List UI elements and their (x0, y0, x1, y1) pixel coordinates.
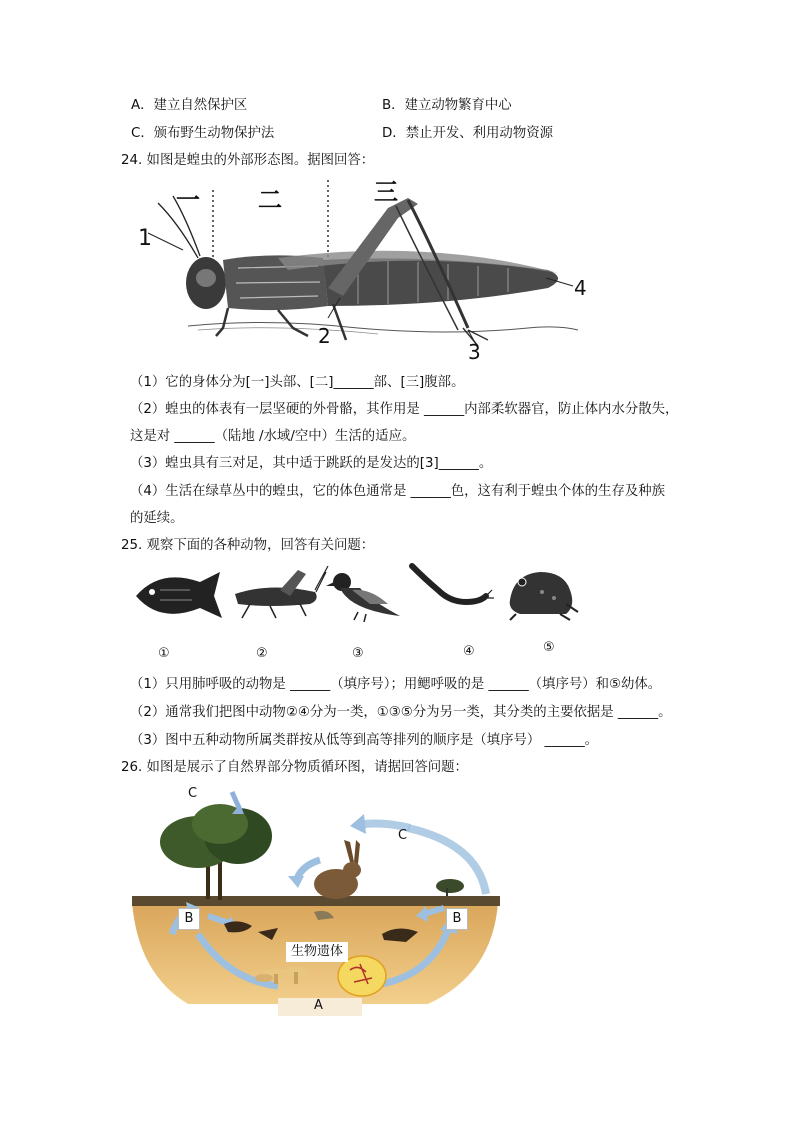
animal-number-3: ③ (352, 646, 364, 661)
label-a: A (314, 998, 323, 1013)
label-b-right: B (446, 908, 468, 930)
grasshopper-icon (235, 566, 328, 618)
material-cycle-figure (128, 784, 508, 1020)
q24-part2-line1: （2）蝗虫的体表有一层坚硬的外骨骼，其作用是 ______内部柔软器官，防止体内水分散失， (130, 402, 679, 417)
q26-stem: 26. 如图是展示了自然界部分物质循环图，请据回答问题： (121, 760, 468, 775)
q25-part2: （2）通常我们把图中动物②④分为一类，①③⑤分为另一类，其分类的主要依据是 ______。 (130, 705, 672, 720)
section-1-label: 一 (176, 186, 200, 214)
q24-part4-line2: 的延续。 (130, 511, 184, 526)
q24-part2-line2: 这是对 ______（陆地 /水域/空中）生活的适应。 (130, 429, 416, 444)
fish-icon (136, 572, 222, 618)
animal-number-2: ② (256, 646, 268, 661)
q25-stem: 25. 观察下面的各种动物，回答有关问题： (121, 538, 375, 553)
animal-number-4: ④ (463, 644, 475, 659)
option-d: D．禁止开发、利用动物资源 (382, 126, 553, 141)
bird-icon (326, 573, 400, 622)
section-2-label: 二 (258, 186, 282, 214)
animals-figure (130, 560, 590, 630)
label-b-left: B (178, 908, 200, 930)
q24-stem: 24. 如图是蝗虫的外部形态图。据图回答： (121, 153, 375, 168)
part-1-label: 1 (138, 226, 152, 251)
frog-icon (510, 572, 578, 620)
bacteria-icon (338, 956, 386, 996)
q24-part3: （3）蝗虫具有三对足，其中适于跳跃的是发达的[3]______。 (130, 456, 493, 471)
q25-part3: （3）图中五种动物所属类群按从低等到高等排列的顺序是（填序号） ______。 (130, 733, 599, 748)
animals-illustration (130, 560, 590, 630)
q25-part1: （1）只用肺呼吸的动物是 ______（填序号）；用鳃呼吸的是 ______（填序号）和⑤幼体。 (130, 677, 662, 692)
rabbit-icon (314, 840, 361, 899)
part-4-label: 4 (574, 276, 587, 300)
material-cycle-illustration (128, 784, 508, 1020)
section-3-label: 三 (374, 178, 398, 206)
tree-icon (160, 804, 272, 900)
part-3-label: 3 (468, 340, 481, 364)
q24-part1: （1）它的身体分为[一]头部、[二]______部、[三]腹部。 (130, 375, 465, 390)
option-b: B．建立动物繁育中心 (382, 98, 512, 113)
option-c: C．颁布野生动物保护法 (131, 126, 275, 141)
label-c-left: C (188, 786, 198, 801)
bush-icon (436, 879, 464, 896)
q24-part4-line1: （4）生活在绿草丛中的蝗虫，它的体色通常是 ______色，这有利于蝗虫个体的生存及种族 (130, 484, 666, 499)
label-c-right: C (398, 828, 408, 843)
label-biological-remains: 生物遗体 (286, 942, 348, 962)
animal-number-5: ⑤ (543, 640, 555, 655)
animal-number-1: ① (158, 646, 170, 661)
grasshopper-figure (128, 178, 598, 364)
earthworm-icon (412, 566, 494, 602)
option-a: A．建立自然保护区 (131, 98, 248, 113)
part-2-label: 2 (318, 324, 331, 348)
